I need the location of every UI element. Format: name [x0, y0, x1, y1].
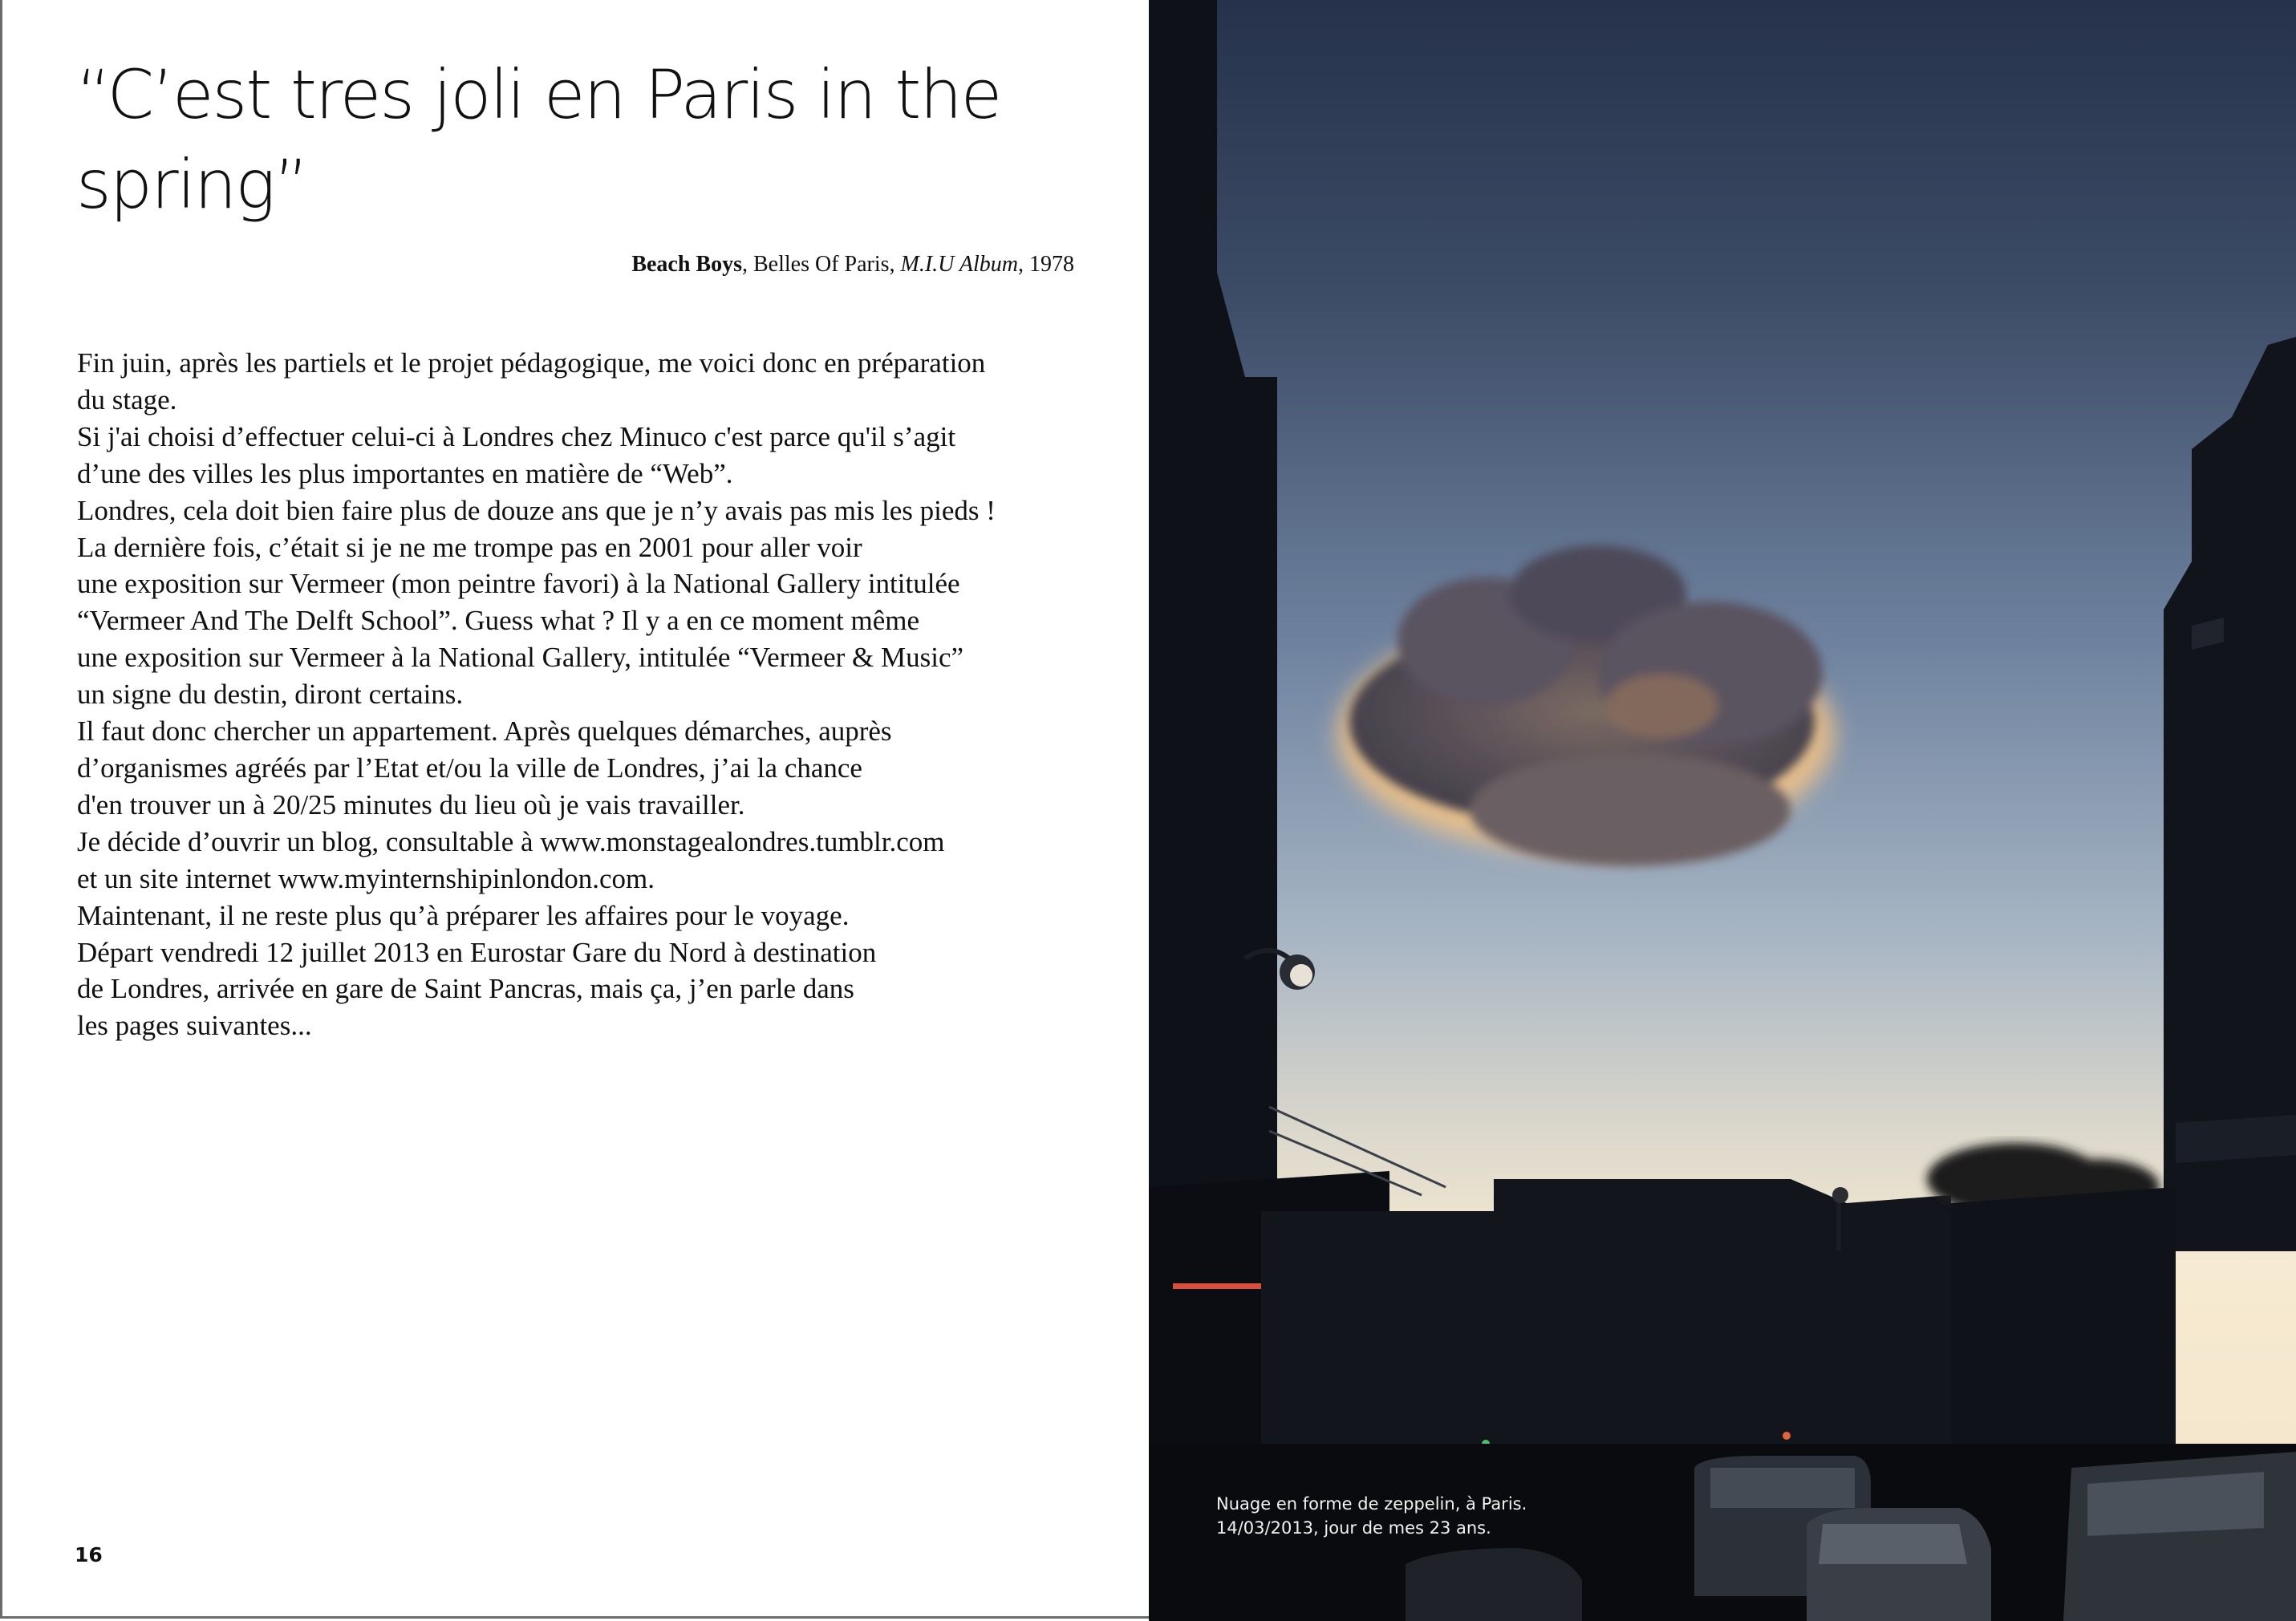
- title-line: spring”: [76, 145, 308, 224]
- body-line: Je décide d’ouvrir un blog, consultable à www.monstagealondres.tumblr.com: [77, 825, 945, 857]
- body-line: d’organismes agréés par l’Etat et/ou la ville de Londres, j’ai la chance: [77, 752, 862, 784]
- body-line: Il faut donc chercher un appartement. Après quelques démarches, auprès: [77, 715, 892, 748]
- cloud-photo: [1149, 0, 2296, 1621]
- page-title: [76, 50, 1079, 229]
- body-line: une exposition sur Vermeer (mon peintre favori) à la National Gallery intitulée: [77, 568, 960, 600]
- left-page: [0, 0, 1149, 1619]
- body-line: de Londres, arrivée en gare de Saint Pancras, mais ça, j’en parle dans: [77, 973, 854, 1005]
- quote-citation: [631, 250, 1074, 279]
- body-line: du stage.: [77, 383, 177, 415]
- citation-song: , Belles Of Paris,: [742, 252, 901, 277]
- citation-artist: Beach Boys: [631, 252, 742, 277]
- article-body: [77, 345, 1120, 1044]
- body-line: Maintenant, il ne reste plus qu’à préparer les affaires pour le voyage.: [77, 899, 850, 931]
- body-line: Fin juin, après les partiels et le projet pédagogique, me voici donc en préparation: [77, 347, 986, 379]
- body-line: Si j'ai choisi d’effectuer celui-ci à Londres chez Minuco c'est parce qu'il s’agit: [77, 420, 956, 452]
- body-line: les pages suivantes...: [77, 1010, 312, 1042]
- body-line: Départ vendredi 12 juillet 2013 en Eurostar Gare du Nord à destination: [77, 936, 877, 968]
- body-line: et un site internet www.myinternshipinlondon.com.: [77, 862, 655, 894]
- body-line: un signe du destin, diront certains.: [77, 679, 464, 711]
- citation-album: M.I.U Album,: [900, 252, 1024, 277]
- body-line: d'en trouver un à 20/25 minutes du lieu où je vais travailler.: [77, 788, 745, 821]
- body-line: d’une des villes les plus importantes en matière de “Web”.: [77, 457, 733, 489]
- page-number: 16: [75, 1543, 103, 1566]
- body-line: Londres, cela doit bien faire plus de douze ans que je n’y avais pas mis les pieds !: [77, 494, 996, 526]
- body-line: une exposition sur Vermeer à la National Gallery, intitulée “Vermeer & Music”: [77, 642, 964, 674]
- caption-line: Nuage en forme de zeppelin, à Paris.: [1216, 1494, 1527, 1514]
- title-line: “C’est tres joli en Paris in the: [76, 55, 1001, 134]
- body-line: “Vermeer And The Delft School”. Guess what ? Il y a en ce moment même: [77, 605, 919, 637]
- citation-year: 1978: [1024, 252, 1074, 277]
- caption-line: 14/03/2013, jour de mes 23 ans.: [1216, 1518, 1491, 1538]
- photo-caption: [1216, 1492, 1527, 1540]
- body-line: La dernière fois, c’était si je ne me trompe pas en 2001 pour aller voir: [77, 531, 862, 563]
- cloud-photo-illustration: [1149, 0, 2296, 1621]
